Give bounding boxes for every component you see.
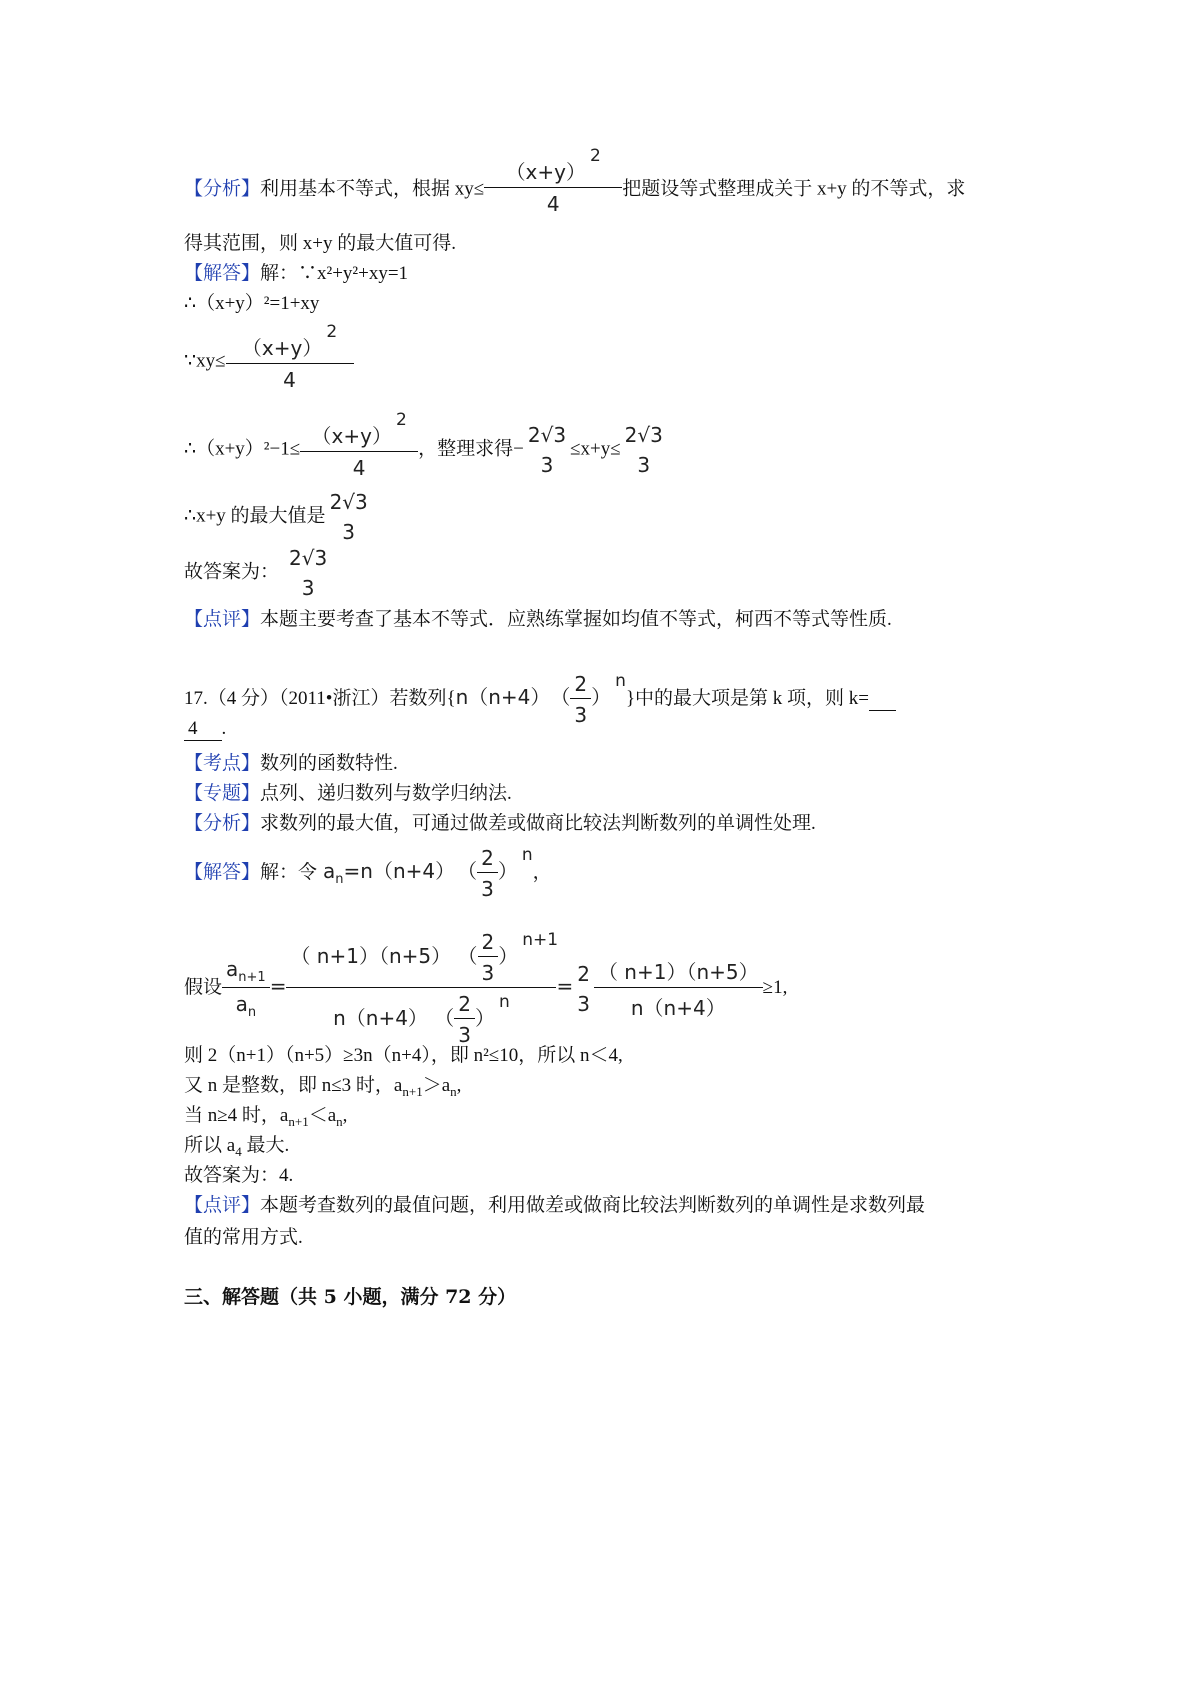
an-symbol: a — [323, 858, 336, 883]
stem-pre: 17.（4 分）（2011•浙江）若数列{ — [184, 687, 456, 709]
jieda-fraction — [477, 846, 498, 901]
frac-num-c: （x+y） — [311, 424, 392, 448]
q16-line-sq: ∴（x+y）²=1+xy — [184, 293, 320, 314]
q17-answer-line — [184, 718, 226, 741]
step4-sub: 4 — [235, 1143, 242, 1159]
stem-frac-num: 2 — [570, 672, 591, 699]
jieda-frac-num: 2 — [477, 846, 498, 873]
step3-sub2: n — [336, 1113, 343, 1129]
jieda-pre: 解：令 — [260, 861, 318, 883]
frac-exp-b: 2 — [326, 322, 338, 342]
ratio-fraction — [222, 957, 270, 1020]
q17-assume: 假设 $\frac{a_{n+1}}{a_n}$ = （ n+1）（n+5） （ $\frac{2}{3}$ ）$^{n+1}$ n（n+4） （ $\frac{2}{3}$ ）$^n$ = 2 3 $\frac{( n+1)(n+5)}{n(n+4)}$ ≥1, — [184, 930, 788, 1047]
big-den-pre: n（n+4） — [333, 1006, 428, 1030]
comment-text: 本题主要考查了基本不等式．应熟练掌握如均值不等式，柯西不等式等性质. — [260, 609, 892, 630]
ratio-den-sub: n — [247, 1005, 257, 1020]
assume-end: ≥1, — [762, 976, 788, 998]
root-num-b: 2√3 — [624, 423, 663, 447]
step2-pre: 又 n 是整数，即 n≤3 时，a — [184, 1075, 403, 1096]
step2-end: , — [456, 1075, 462, 1096]
q17-step4 — [184, 1130, 289, 1160]
frac-den-b: 4 — [283, 368, 296, 392]
big-den-inner-den: 3 — [458, 1023, 472, 1047]
step3-end: , — [342, 1105, 348, 1126]
q16-comment — [184, 604, 892, 631]
ratio-den: a — [235, 992, 248, 1016]
simp-coef-num: 2 — [577, 961, 590, 986]
root-num-d: 2√3 — [289, 546, 328, 570]
jieda-tag: 【解答】 — [184, 861, 261, 883]
q17-step3 — [184, 1100, 347, 1130]
q17-kaodian — [184, 748, 398, 775]
zhuanti-tag: 【专题】 — [184, 783, 261, 804]
frac-exp: 2 — [590, 146, 601, 166]
frac-exp-c: 2 — [395, 410, 407, 430]
kaodian-tag: 【考点】 — [184, 753, 261, 774]
line-ans-pre: 故答案为： — [184, 561, 280, 583]
line-max-pre: ∴x+y 的最大值是 — [184, 505, 326, 527]
zhuanti-text: 点列、递归数列与数学归纳法. — [260, 783, 512, 804]
q16-analysis-line2: 得其范围，则 x+y 的最大值可得. — [184, 233, 456, 254]
line-xy-pre: ∵xy≤ — [184, 350, 226, 372]
answer-end: . — [221, 718, 227, 739]
ratio-num: a — [226, 957, 239, 981]
q17-jieda: 【解答】解：令 $a_n=n(n+4)$ （ $\frac{2}{3}$ ）n， — [184, 844, 552, 901]
frac-num-b: （x+y） — [241, 336, 323, 360]
root-num-a: 2√3 — [527, 423, 567, 447]
analysis-pre: 利用基本不等式，根据 xy≤ — [260, 178, 485, 200]
step2-mid: ＞a — [422, 1075, 451, 1096]
q16-analysis-line1 — [184, 146, 966, 220]
big-inner-num: 2 — [478, 930, 499, 957]
stem-post: }中的最大项是第 k 项，则 k= — [625, 687, 870, 709]
q16-line-ans — [184, 546, 331, 600]
simp-num: （ n+1）（n+5） — [594, 956, 763, 988]
jieda-exp: n — [521, 844, 533, 865]
q17-fenxi — [184, 808, 816, 835]
step3-pre: 当 n≥4 时，a — [184, 1105, 289, 1126]
root-den-c: 3 — [342, 520, 356, 544]
stem-exp: n — [615, 670, 626, 691]
fenxi-tag: 【分析】 — [184, 813, 261, 834]
big-inner-den: 3 — [481, 961, 495, 985]
line-ineq-mid2: ≤x+y≤ — [570, 438, 621, 460]
section-3-title: 三、解答题（共 5 小题，满分 72 分） — [184, 1286, 517, 1308]
simp-fraction — [594, 956, 763, 1021]
big-num-pre: （ n+1）（n+5） — [290, 944, 452, 968]
big-fraction: （ n+1）（n+5） （ $\frac{2}{3}$ ）$^{n+1}$ n（n+4） （ $\frac{2}{3}$ ）$^n$ — [286, 930, 556, 1047]
root-den-b: 3 — [637, 453, 651, 477]
kaodian-text: 数列的函数特性. — [260, 753, 398, 774]
fraction-2root3-over-3-c — [326, 490, 372, 544]
simp-coef-den: 3 — [577, 991, 590, 1016]
big-den-inner-num: 2 — [454, 992, 475, 1019]
fenxi-text: 求数列的最大值，可通过做差或做商比较法判断数列的单调性处理. — [260, 813, 816, 834]
fraction-xy-sq-over-4-c — [300, 410, 418, 480]
step2-sub2: n — [450, 1083, 457, 1099]
frac-den-c: 4 — [352, 456, 366, 480]
fraction-2root3-over-3-b — [621, 423, 667, 477]
fraction-2root3-over-3-d — [285, 546, 331, 600]
step4-end: 最大. — [241, 1135, 290, 1156]
q16-line-ineq — [184, 410, 667, 480]
step2-sub1: n+1 — [402, 1083, 423, 1099]
answer-tag: 【解答】 — [184, 263, 261, 284]
ratio-num-sub: n+1 — [238, 970, 266, 985]
assume-pre: 假设 — [184, 976, 223, 998]
stem-frac-den: 3 — [574, 703, 588, 727]
line-ineq-pre: ∴（x+y）²−1≤ — [184, 438, 301, 460]
q16-answer-line1 — [184, 258, 408, 285]
line-ineq-mid: ，整理求得− — [418, 438, 524, 460]
stem-seq: n（n+4） — [455, 684, 551, 709]
root-den-a: 3 — [540, 453, 554, 477]
dianping-tag: 【点评】 — [184, 1195, 261, 1216]
root-den-d: 3 — [301, 576, 315, 600]
an-rhs: =n（n+4） — [343, 858, 456, 883]
an-sub: n — [335, 871, 344, 887]
q17-zhuanti — [184, 778, 512, 805]
q16-line-max — [184, 490, 372, 544]
comment-tag: 【点评】 — [184, 609, 261, 630]
big-num-exp: n+1 — [522, 930, 559, 950]
q17-stem: 17.（4 分）（2011•浙江）若数列{n（n+4） （ $\frac{2}{3}$ ）n}中的最大项是第 k 项，则 k= — [184, 672, 896, 727]
answer-text: 解：∵x²+y²+xy=1 — [260, 263, 409, 284]
simp-den: n（n+4） — [630, 996, 726, 1020]
dianping-line1: 本题考查数列的最值问题，利用做差或做商比较法判断数列的单调性是求数列最 — [260, 1195, 926, 1216]
frac-den: 4 — [546, 192, 560, 216]
fraction-xy-sq-over-4 — [484, 146, 622, 216]
step3-mid: ＜a — [308, 1105, 337, 1126]
jieda-frac-den: 3 — [481, 877, 494, 901]
answer-blank: 4 — [184, 718, 222, 741]
q17-dianping-line2: 值的常用方式. — [184, 1227, 303, 1248]
stem-fraction — [570, 672, 591, 727]
big-den-exp: n — [499, 992, 510, 1012]
analysis-tag: 【分析】 — [184, 178, 261, 200]
fraction-2root3-over-3-a — [524, 423, 570, 477]
fraction-xy-sq-over-4-b — [226, 322, 354, 392]
q16-line-xy — [184, 322, 354, 392]
jieda-end: ， — [532, 861, 552, 883]
simp-coef — [573, 962, 594, 1016]
root-num-c: 2√3 — [329, 490, 368, 514]
step4-pre: 所以 a — [184, 1135, 236, 1156]
analysis-post: 把题设等式整理成关于 x+y 的不等式，求 — [622, 178, 966, 200]
q17-dianping-line1 — [184, 1190, 925, 1217]
q17-step5: 故答案为：4. — [184, 1165, 294, 1186]
step3-sub1: n+1 — [288, 1113, 309, 1129]
q17-step1: 则 2（n+1）（n+5）≥3n（n+4），即 n²≤10，所以 n＜4, — [184, 1045, 623, 1066]
q17-step2 — [184, 1070, 461, 1100]
frac-num: （x+y） — [505, 160, 586, 184]
